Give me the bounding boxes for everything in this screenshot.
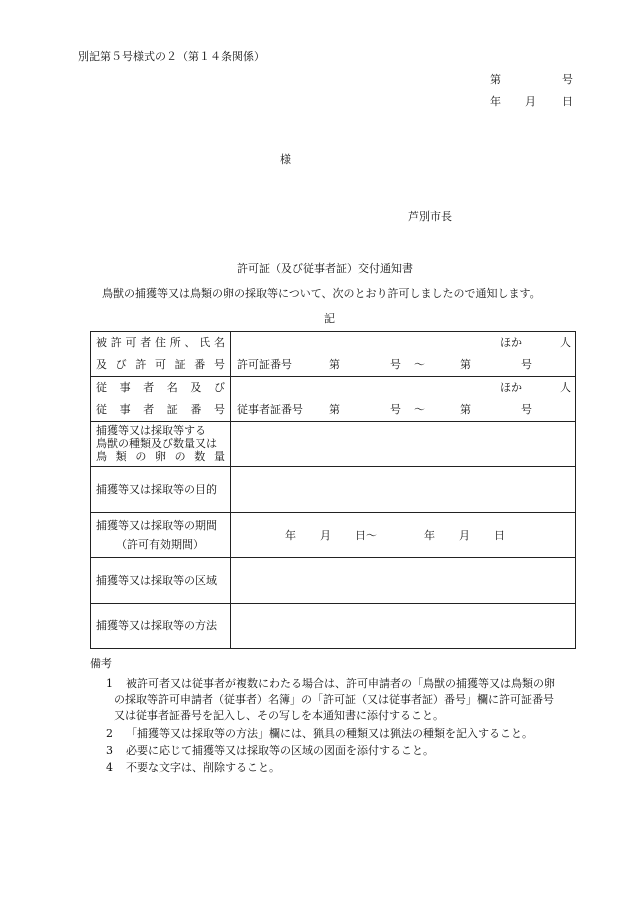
worker-label-line2 [96,403,225,416]
ki-label: 記 [324,312,335,325]
date-month-label: 月 [525,95,536,108]
purpose-label-cell [91,467,231,513]
label-char: 氏 [199,336,211,349]
permittee-value-cell [231,332,576,377]
go-label: 号 [521,358,532,371]
method-value-cell [231,604,576,649]
label-char: 事 [119,403,131,416]
dai-label: 第 [460,358,471,371]
table-row [91,422,576,467]
label-char: 事 [119,381,131,394]
label-char: 従 [96,381,107,394]
note-4-text: 不要な文字は、削除すること。 [126,761,280,774]
note-number: 1 [106,677,113,690]
area-value-cell [231,558,576,604]
species-label-line3 [96,450,225,463]
go-label: 号 [390,358,401,371]
label-char: 者 [140,336,152,349]
range-tilde: ～ [414,358,425,371]
table-row [91,332,576,377]
method-label: 捕獲等又は採取等の方法 [96,619,217,632]
period-day-label: 日～ [355,529,377,542]
note-3-text: 必要に応じて捕獲等又は採取等の区域の図面を添付すること。 [126,744,434,757]
label-char: 名 [166,381,178,394]
note-number: 3 [106,744,113,757]
worker-number-label: 従事者証番号 [237,403,303,416]
nin-label: 人 [560,336,571,349]
period-day-label: 日 [494,529,505,542]
number-go-label: 号 [562,73,573,86]
label-char: 量 [213,450,225,463]
period-month-label: 月 [320,529,331,542]
note-1-line-1: 被許可者又は従事者が複数にわたる場合は、許可申請者の「鳥獣の捕獲等又は鳥類の卵 [126,677,555,690]
hoka-label: ほか [500,381,522,394]
permittee-label-line1 [96,336,225,349]
hoka-label: ほか [500,336,522,349]
label-char: 者 [143,381,155,394]
period-label-cell [91,513,231,558]
area-label: 捕獲等又は採取等の区域 [96,574,217,587]
note-number: 2 [106,727,113,740]
period-month-label: 月 [459,529,470,542]
label-char: 所 [169,336,181,349]
date-year-label: 年 [490,95,501,108]
label-char: 証 [166,403,178,416]
label-char: 数 [194,450,206,463]
label-char: 許 [135,358,147,371]
go-label: 号 [521,403,532,416]
species-value-cell [231,422,576,467]
note-1-line-2: の採取等許可申請者（従事者）名簿」の「許可証（又は従事者証）番号」欄に許可証番号 [114,693,554,706]
number-dai-label: 第 [490,73,501,86]
permittee-label-cell [91,332,231,377]
table-row [91,558,576,604]
period-value-cell [231,513,576,558]
table-row [91,467,576,513]
label-char: 被 [96,336,107,349]
period-year-label: 年 [424,529,435,542]
purpose-value-cell [231,467,576,513]
label-char: 名 [214,336,225,349]
permittee-label-line2 [96,358,225,371]
period-year-label: 年 [285,529,296,542]
label-char: の [135,450,147,463]
label-char: 鳥 [96,450,107,463]
dai-label: 第 [460,403,471,416]
species-label-cell [91,422,231,467]
period-label-line1: 捕獲等又は採取等の期間 [96,519,217,532]
species-label-line2: 鳥獣の種類及び数量又は [96,437,217,450]
label-char: の [174,450,186,463]
note-1-line-3: 又は従事者証番号を記入し、その写しを本通知書に添付すること。 [114,709,444,722]
permit-notice-table [90,331,576,649]
label-char: 、 [184,336,196,349]
label-char: 住 [155,336,166,349]
nin-label: 人 [560,381,571,394]
table-row [91,377,576,422]
go-label: 号 [390,403,401,416]
label-char: 号 [213,403,225,416]
area-label-cell [91,558,231,604]
intro-text: 鳥獣の捕獲等又は鳥類の卵の採取等について、次のとおり許可しましたので通知します。 [102,287,541,300]
notes-heading: 備考 [90,657,112,670]
label-char: 許 [110,336,122,349]
dai-label: 第 [329,403,340,416]
label-char: 番 [194,358,206,371]
recipient-suffix: 様 [280,153,291,166]
label-char: 番 [190,403,202,416]
species-label-line1: 捕獲等又は採取等する [96,424,206,437]
purpose-label: 捕獲等又は採取等の目的 [96,483,217,496]
table-row [91,513,576,558]
issuer-name: 芦別市長 [408,210,452,223]
form-reference: 別記第５号様式の２（第１４条関係） [78,50,265,63]
permit-number-label: 許可証番号 [237,358,292,371]
worker-value-cell [231,377,576,422]
worker-label-cell [91,377,231,422]
range-tilde: ～ [414,403,425,416]
method-label-cell [91,604,231,649]
label-char: 及 [190,381,202,394]
label-char: 者 [143,403,155,416]
label-char: 可 [154,358,166,371]
label-char: 可 [125,336,137,349]
worker-label-line1 [96,381,225,394]
label-char: 従 [96,403,107,416]
dai-label: 第 [329,358,340,371]
document-title: 許可証（及び従事者証）交付通知書 [237,262,413,275]
period-label-line2: （許可有効期間） [116,538,204,551]
table-row [91,604,576,649]
date-day-label: 日 [562,95,573,108]
label-char: 証 [174,358,186,371]
note-number: 4 [106,761,113,774]
label-char: び [213,381,225,394]
label-char: 及 [96,358,107,371]
note-2-text: 「捕獲等又は採取等の方法」欄には、猟具の種類又は猟法の種類を記入すること。 [126,727,533,740]
label-char: び [115,358,127,371]
label-char: 卵 [154,450,166,463]
label-char: 類 [115,450,127,463]
label-char: 号 [213,358,225,371]
